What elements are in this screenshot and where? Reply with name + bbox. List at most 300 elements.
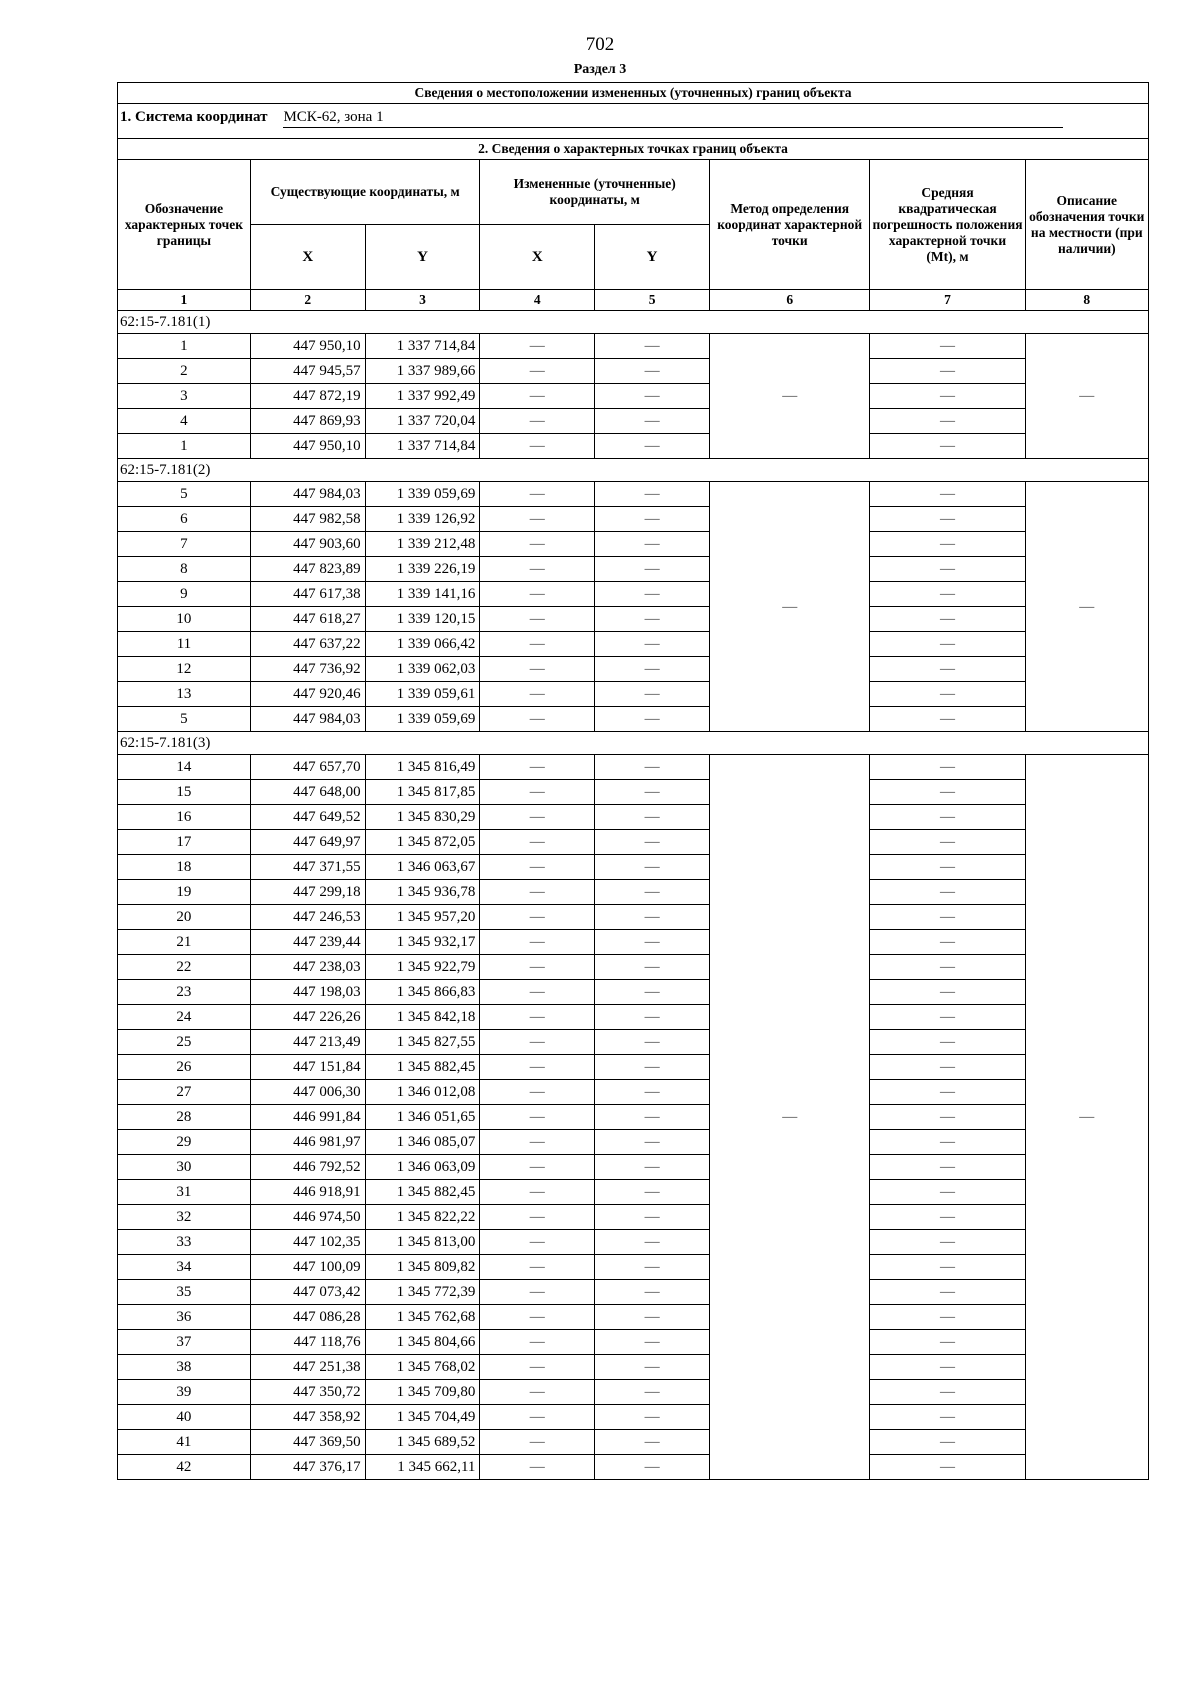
changed-y: — xyxy=(595,707,710,732)
point-number: 7 xyxy=(118,532,251,557)
changed-x: — xyxy=(480,780,595,805)
point-number: 22 xyxy=(118,955,251,980)
changed-x: — xyxy=(480,334,595,359)
existing-y: 1 345 822,22 xyxy=(365,1205,480,1230)
existing-y: 1 345 772,39 xyxy=(365,1280,480,1305)
table-row xyxy=(118,359,1149,384)
table-row xyxy=(118,632,1149,657)
changed-x: — xyxy=(480,1155,595,1180)
point-number: 8 xyxy=(118,557,251,582)
changed-x: — xyxy=(480,482,595,507)
col-number: 6 xyxy=(709,290,869,311)
parcel-group-label: 62:15-7.181(3) xyxy=(118,732,1149,755)
point-number: 34 xyxy=(118,1255,251,1280)
header-changed-x: X xyxy=(480,225,595,290)
point-number: 31 xyxy=(118,1180,251,1205)
changed-x: — xyxy=(480,955,595,980)
point-number: 13 xyxy=(118,682,251,707)
mt-cell: — xyxy=(870,1130,1025,1155)
point-number: 27 xyxy=(118,1080,251,1105)
changed-y: — xyxy=(595,755,710,780)
mt-cell: — xyxy=(870,657,1025,682)
existing-x: 447 982,58 xyxy=(250,507,365,532)
existing-y: 1 345 936,78 xyxy=(365,880,480,905)
existing-x: 447 226,26 xyxy=(250,1005,365,1030)
existing-y: 1 345 813,00 xyxy=(365,1230,480,1255)
existing-x: 446 991,84 xyxy=(250,1105,365,1130)
changed-y: — xyxy=(595,905,710,930)
header-existing-coords: Существующие координаты, м xyxy=(250,160,480,225)
existing-x: 447 869,93 xyxy=(250,409,365,434)
changed-x: — xyxy=(480,557,595,582)
changed-x: — xyxy=(480,532,595,557)
existing-x: 447 369,50 xyxy=(250,1430,365,1455)
mt-cell: — xyxy=(870,582,1025,607)
table-row xyxy=(118,955,1149,980)
header-changed-y: Y xyxy=(595,225,710,290)
existing-y: 1 346 012,08 xyxy=(365,1080,480,1105)
existing-y: 1 345 762,68 xyxy=(365,1305,480,1330)
existing-x: 447 100,09 xyxy=(250,1255,365,1280)
mt-cell: — xyxy=(870,1455,1025,1480)
page-number: 702 xyxy=(585,34,615,55)
changed-y: — xyxy=(595,1430,710,1455)
method-cell: — xyxy=(709,755,869,1480)
point-number: 16 xyxy=(118,805,251,830)
existing-y: 1 345 957,20 xyxy=(365,905,480,930)
point-number: 11 xyxy=(118,632,251,657)
existing-x: 447 617,38 xyxy=(250,582,365,607)
existing-y: 1 345 830,29 xyxy=(365,805,480,830)
table-row xyxy=(118,830,1149,855)
mt-cell: — xyxy=(870,805,1025,830)
changed-y: — xyxy=(595,334,710,359)
table-row xyxy=(118,657,1149,682)
point-number: 37 xyxy=(118,1330,251,1355)
existing-y: 1 345 842,18 xyxy=(365,1005,480,1030)
mt-cell: — xyxy=(870,532,1025,557)
changed-y: — xyxy=(595,1455,710,1480)
mt-cell: — xyxy=(870,780,1025,805)
mt-cell: — xyxy=(870,482,1025,507)
point-number: 24 xyxy=(118,1005,251,1030)
mt-cell: — xyxy=(870,1280,1025,1305)
existing-y: 1 345 932,17 xyxy=(365,930,480,955)
header-point-designation: Обозначение характерных точек границы xyxy=(118,160,251,290)
changed-y: — xyxy=(595,1030,710,1055)
existing-x: 447 648,00 xyxy=(250,780,365,805)
changed-x: — xyxy=(480,755,595,780)
table-row xyxy=(118,1330,1149,1355)
col-number: 5 xyxy=(595,290,710,311)
existing-x: 446 981,97 xyxy=(250,1130,365,1155)
mt-cell: — xyxy=(870,707,1025,732)
changed-y: — xyxy=(595,607,710,632)
mt-cell: — xyxy=(870,1305,1025,1330)
mt-cell: — xyxy=(870,607,1025,632)
table-row xyxy=(118,482,1149,507)
point-number: 2 xyxy=(118,359,251,384)
changed-x: — xyxy=(480,855,595,880)
changed-x: — xyxy=(480,1405,595,1430)
changed-x: — xyxy=(480,1380,595,1405)
mt-cell: — xyxy=(870,384,1025,409)
mt-cell: — xyxy=(870,905,1025,930)
existing-x: 447 649,52 xyxy=(250,805,365,830)
changed-y: — xyxy=(595,532,710,557)
existing-y: 1 337 714,84 xyxy=(365,334,480,359)
col-number: 2 xyxy=(250,290,365,311)
changed-y: — xyxy=(595,1130,710,1155)
changed-x: — xyxy=(480,1205,595,1230)
point-number: 41 xyxy=(118,1430,251,1455)
existing-x: 447 073,42 xyxy=(250,1280,365,1305)
mt-cell: — xyxy=(870,930,1025,955)
changed-y: — xyxy=(595,507,710,532)
changed-y: — xyxy=(595,1055,710,1080)
existing-x: 447 637,22 xyxy=(250,632,365,657)
existing-y: 1 345 816,49 xyxy=(365,755,480,780)
table-row xyxy=(118,880,1149,905)
changed-x: — xyxy=(480,1305,595,1330)
existing-x: 447 950,10 xyxy=(250,434,365,459)
mt-cell: — xyxy=(870,557,1025,582)
header-mt: Средняя квадратическая погрешность положения характерной точки (Mt), м xyxy=(870,160,1025,290)
point-number: 4 xyxy=(118,409,251,434)
mt-cell: — xyxy=(870,507,1025,532)
changed-y: — xyxy=(595,657,710,682)
table-row xyxy=(118,780,1149,805)
existing-x: 447 649,97 xyxy=(250,830,365,855)
table-row xyxy=(118,409,1149,434)
changed-x: — xyxy=(480,1455,595,1480)
table-row xyxy=(118,707,1149,732)
point-number: 39 xyxy=(118,1380,251,1405)
changed-x: — xyxy=(480,1180,595,1205)
existing-x: 447 350,72 xyxy=(250,1380,365,1405)
spacer xyxy=(118,130,1149,139)
point-number: 32 xyxy=(118,1205,251,1230)
existing-y: 1 346 063,09 xyxy=(365,1155,480,1180)
point-number: 5 xyxy=(118,482,251,507)
point-number: 15 xyxy=(118,780,251,805)
header-description: Описание обозначения точки на местности (при наличии) xyxy=(1025,160,1148,290)
existing-x: 447 086,28 xyxy=(250,1305,365,1330)
table-row xyxy=(118,1105,1149,1130)
mt-cell: — xyxy=(870,1155,1025,1180)
changed-y: — xyxy=(595,1005,710,1030)
existing-y: 1 339 059,61 xyxy=(365,682,480,707)
mt-cell: — xyxy=(870,1005,1025,1030)
existing-y: 1 346 063,67 xyxy=(365,855,480,880)
point-number: 9 xyxy=(118,582,251,607)
mt-cell: — xyxy=(870,632,1025,657)
existing-x: 447 006,30 xyxy=(250,1080,365,1105)
point-number: 25 xyxy=(118,1030,251,1055)
changed-y: — xyxy=(595,557,710,582)
mt-cell: — xyxy=(870,855,1025,880)
table-row xyxy=(118,1280,1149,1305)
description-cell: — xyxy=(1025,482,1148,732)
changed-y: — xyxy=(595,1155,710,1180)
changed-y: — xyxy=(595,1380,710,1405)
mt-cell: — xyxy=(870,1080,1025,1105)
mt-cell: — xyxy=(870,409,1025,434)
table-row xyxy=(118,1380,1149,1405)
boundary-points-table xyxy=(117,82,1149,1480)
table-row xyxy=(118,1155,1149,1180)
point-number: 29 xyxy=(118,1130,251,1155)
changed-x: — xyxy=(480,1005,595,1030)
group-row xyxy=(118,459,1149,482)
point-number: 3 xyxy=(118,384,251,409)
existing-y: 1 345 866,83 xyxy=(365,980,480,1005)
changed-x: — xyxy=(480,1130,595,1155)
table-row xyxy=(118,1030,1149,1055)
existing-x: 447 102,35 xyxy=(250,1230,365,1255)
table-row xyxy=(118,384,1149,409)
existing-y: 1 345 922,79 xyxy=(365,955,480,980)
table-row xyxy=(118,334,1149,359)
changed-y: — xyxy=(595,1230,710,1255)
point-number: 18 xyxy=(118,855,251,880)
changed-x: — xyxy=(480,1255,595,1280)
changed-x: — xyxy=(480,880,595,905)
existing-x: 447 239,44 xyxy=(250,930,365,955)
mt-cell: — xyxy=(870,1055,1025,1080)
coordinate-system-row xyxy=(118,104,1149,131)
parcel-group-label: 62:15-7.181(2) xyxy=(118,459,1149,482)
table-row xyxy=(118,532,1149,557)
mt-cell: — xyxy=(870,1255,1025,1280)
existing-x: 447 823,89 xyxy=(250,557,365,582)
table-row xyxy=(118,755,1149,780)
table-row xyxy=(118,557,1149,582)
changed-x: — xyxy=(480,1330,595,1355)
table-row xyxy=(118,930,1149,955)
mt-cell: — xyxy=(870,755,1025,780)
point-number: 6 xyxy=(118,507,251,532)
table-title: Сведения о местоположении измененных (уточненных) границ объекта xyxy=(118,83,1149,104)
mt-cell: — xyxy=(870,682,1025,707)
parcel-group-label: 62:15-7.181(1) xyxy=(118,311,1149,334)
changed-y: — xyxy=(595,930,710,955)
existing-y: 1 339 059,69 xyxy=(365,482,480,507)
header-existing-y: Y xyxy=(365,225,480,290)
changed-x: — xyxy=(480,682,595,707)
mt-cell: — xyxy=(870,1230,1025,1255)
table-row xyxy=(118,434,1149,459)
point-number: 23 xyxy=(118,980,251,1005)
existing-y: 1 346 051,65 xyxy=(365,1105,480,1130)
col-number: 7 xyxy=(870,290,1025,311)
point-number: 33 xyxy=(118,1230,251,1255)
mt-cell: — xyxy=(870,434,1025,459)
col-number: 8 xyxy=(1025,290,1148,311)
existing-x: 447 358,92 xyxy=(250,1405,365,1430)
changed-x: — xyxy=(480,1055,595,1080)
changed-y: — xyxy=(595,682,710,707)
changed-x: — xyxy=(480,632,595,657)
changed-x: — xyxy=(480,507,595,532)
changed-x: — xyxy=(480,657,595,682)
changed-y: — xyxy=(595,409,710,434)
existing-x: 446 918,91 xyxy=(250,1180,365,1205)
existing-y: 1 345 809,82 xyxy=(365,1255,480,1280)
changed-x: — xyxy=(480,1230,595,1255)
method-cell: — xyxy=(709,482,869,732)
table-row xyxy=(118,1205,1149,1230)
changed-y: — xyxy=(595,855,710,880)
table-row xyxy=(118,582,1149,607)
existing-y: 1 339 212,48 xyxy=(365,532,480,557)
mt-cell: — xyxy=(870,334,1025,359)
existing-x: 446 974,50 xyxy=(250,1205,365,1230)
col-number: 1 xyxy=(118,290,251,311)
existing-y: 1 345 882,45 xyxy=(365,1055,480,1080)
changed-y: — xyxy=(595,830,710,855)
table-row xyxy=(118,1055,1149,1080)
mt-cell: — xyxy=(870,1380,1025,1405)
existing-x: 447 618,27 xyxy=(250,607,365,632)
changed-y: — xyxy=(595,880,710,905)
table-row xyxy=(118,980,1149,1005)
existing-y: 1 345 662,11 xyxy=(365,1455,480,1480)
mt-cell: — xyxy=(870,880,1025,905)
changed-y: — xyxy=(595,1405,710,1430)
existing-x: 447 151,84 xyxy=(250,1055,365,1080)
existing-y: 1 345 827,55 xyxy=(365,1030,480,1055)
existing-x: 447 872,19 xyxy=(250,384,365,409)
changed-x: — xyxy=(480,805,595,830)
changed-x: — xyxy=(480,1030,595,1055)
existing-y: 1 337 989,66 xyxy=(365,359,480,384)
changed-x: — xyxy=(480,1105,595,1130)
changed-x: — xyxy=(480,434,595,459)
changed-y: — xyxy=(595,1255,710,1280)
table-row xyxy=(118,1130,1149,1155)
existing-y: 1 337 720,04 xyxy=(365,409,480,434)
mt-cell: — xyxy=(870,830,1025,855)
header-existing-x: X xyxy=(250,225,365,290)
existing-y: 1 345 804,66 xyxy=(365,1330,480,1355)
changed-x: — xyxy=(480,582,595,607)
changed-x: — xyxy=(480,1430,595,1455)
point-number: 42 xyxy=(118,1455,251,1480)
point-number: 21 xyxy=(118,930,251,955)
existing-y: 1 346 085,07 xyxy=(365,1130,480,1155)
header-method: Метод определения координат характерной точки xyxy=(709,160,869,290)
existing-x: 446 792,52 xyxy=(250,1155,365,1180)
existing-x: 447 736,92 xyxy=(250,657,365,682)
changed-x: — xyxy=(480,980,595,1005)
mt-cell: — xyxy=(870,359,1025,384)
point-number: 20 xyxy=(118,905,251,930)
existing-y: 1 339 126,92 xyxy=(365,507,480,532)
changed-x: — xyxy=(480,409,595,434)
changed-x: — xyxy=(480,707,595,732)
existing-x: 447 376,17 xyxy=(250,1455,365,1480)
point-number: 12 xyxy=(118,657,251,682)
point-number: 19 xyxy=(118,880,251,905)
table-row xyxy=(118,682,1149,707)
existing-y: 1 345 709,80 xyxy=(365,1380,480,1405)
existing-y: 1 337 992,49 xyxy=(365,384,480,409)
table-row xyxy=(118,1405,1149,1430)
existing-y: 1 345 689,52 xyxy=(365,1430,480,1455)
changed-x: — xyxy=(480,607,595,632)
point-number: 17 xyxy=(118,830,251,855)
table-row xyxy=(118,1180,1149,1205)
existing-y: 1 337 714,84 xyxy=(365,434,480,459)
existing-x: 447 238,03 xyxy=(250,955,365,980)
existing-y: 1 339 066,42 xyxy=(365,632,480,657)
changed-y: — xyxy=(595,955,710,980)
mt-cell: — xyxy=(870,1180,1025,1205)
changed-y: — xyxy=(595,980,710,1005)
changed-x: — xyxy=(480,1355,595,1380)
mt-cell: — xyxy=(870,1405,1025,1430)
existing-x: 447 984,03 xyxy=(250,482,365,507)
table-row xyxy=(118,1080,1149,1105)
table-row xyxy=(118,1005,1149,1030)
point-number: 36 xyxy=(118,1305,251,1330)
mt-cell: — xyxy=(870,955,1025,980)
changed-y: — xyxy=(595,805,710,830)
existing-x: 447 657,70 xyxy=(250,755,365,780)
existing-x: 447 371,55 xyxy=(250,855,365,880)
existing-x: 447 251,38 xyxy=(250,1355,365,1380)
point-number: 1 xyxy=(118,434,251,459)
changed-y: — xyxy=(595,384,710,409)
mt-cell: — xyxy=(870,1030,1025,1055)
table-row xyxy=(118,1255,1149,1280)
existing-x: 447 299,18 xyxy=(250,880,365,905)
changed-y: — xyxy=(595,1105,710,1130)
changed-y: — xyxy=(595,582,710,607)
changed-y: — xyxy=(595,1355,710,1380)
changed-x: — xyxy=(480,930,595,955)
group-row xyxy=(118,732,1149,755)
changed-x: — xyxy=(480,1080,595,1105)
existing-y: 1 345 882,45 xyxy=(365,1180,480,1205)
col-number: 4 xyxy=(480,290,595,311)
table-row xyxy=(118,607,1149,632)
existing-x: 447 118,76 xyxy=(250,1330,365,1355)
point-number: 26 xyxy=(118,1055,251,1080)
existing-x: 447 950,10 xyxy=(250,334,365,359)
mt-cell: — xyxy=(870,980,1025,1005)
existing-x: 447 903,60 xyxy=(250,532,365,557)
table-row xyxy=(118,855,1149,880)
changed-y: — xyxy=(595,359,710,384)
existing-x: 447 246,53 xyxy=(250,905,365,930)
coordinate-system-label: 1. Система координат xyxy=(120,109,268,125)
point-number: 40 xyxy=(118,1405,251,1430)
changed-x: — xyxy=(480,359,595,384)
changed-y: — xyxy=(595,434,710,459)
table-row xyxy=(118,507,1149,532)
changed-y: — xyxy=(595,780,710,805)
description-cell: — xyxy=(1025,334,1148,459)
changed-y: — xyxy=(595,1180,710,1205)
coordinate-system-value: МСК-62, зона 1 xyxy=(283,107,1063,128)
table-row xyxy=(118,1230,1149,1255)
changed-y: — xyxy=(595,482,710,507)
point-number: 30 xyxy=(118,1155,251,1180)
mt-cell: — xyxy=(870,1205,1025,1230)
existing-x: 447 213,49 xyxy=(250,1030,365,1055)
